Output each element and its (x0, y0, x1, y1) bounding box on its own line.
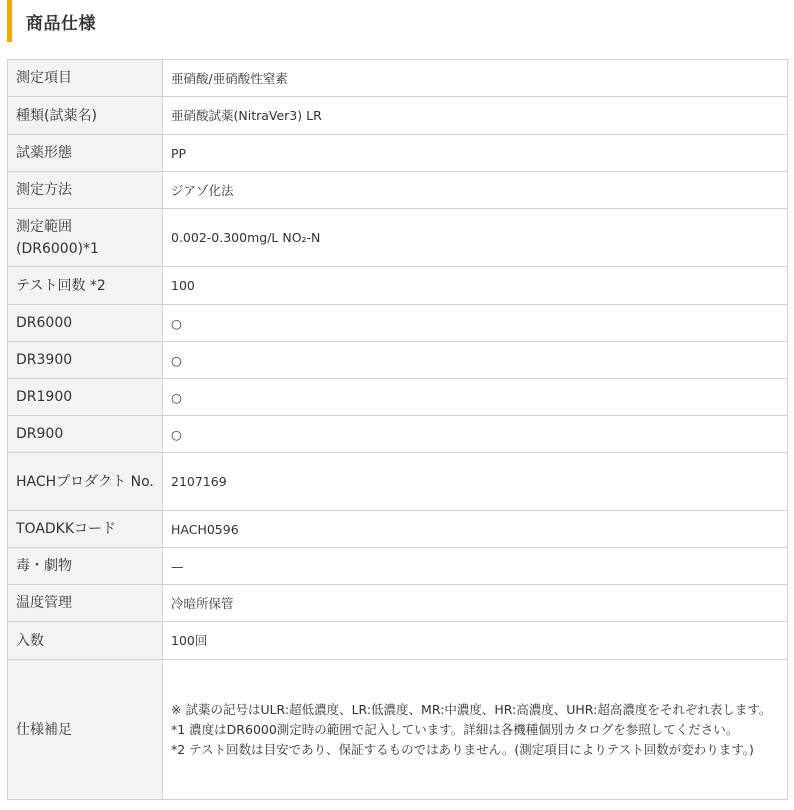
row-value: ○ (163, 379, 788, 416)
row-label: 毒・劇物 (8, 548, 163, 585)
row-value: ○ (163, 305, 788, 342)
row-value: 100回 (163, 622, 788, 660)
row-label: DR900 (8, 416, 163, 453)
table-row (8, 453, 788, 511)
spec-table (7, 59, 788, 800)
table-row (8, 548, 788, 585)
table-row (8, 342, 788, 379)
table-row (8, 267, 788, 305)
row-label: 入数 (8, 622, 163, 660)
row-label: 温度管理 (8, 585, 163, 622)
row-label: 測定範囲 (DR6000)*1 (8, 209, 163, 267)
table-row (8, 511, 788, 548)
row-label: 測定項目 (8, 60, 163, 97)
row-value: PP (163, 135, 788, 172)
section-heading-text: 商品仕様 (26, 13, 96, 34)
row-label: HACHプロダクト No. (8, 453, 163, 511)
row-label: 種類(試薬名) (8, 97, 163, 135)
table-row (8, 305, 788, 342)
notes-cell (163, 660, 788, 800)
row-label: TOADKKコード (8, 511, 163, 548)
note-line: *1 濃度はDR6000測定時の範囲で記入しています。詳細は各機種個別カタログを参照してください。 (171, 721, 739, 737)
row-label: DR3900 (8, 342, 163, 379)
row-value: 冷暗所保管 (163, 585, 788, 622)
row-label: 仕様補足 (8, 660, 163, 800)
row-value: 100 (163, 267, 788, 305)
row-label: DR6000 (8, 305, 163, 342)
row-label: 試薬形態 (8, 135, 163, 172)
row-value: ○ (163, 416, 788, 453)
row-value: — (163, 548, 788, 585)
note-line: *2 テスト回数は目安であり、保証するものではありません。(測定項目によりテスト回数が変わります。) (171, 741, 754, 757)
row-value: 亜硝酸/亜硝酸性窒素 (163, 60, 788, 97)
row-value: 0.002-0.300mg/L NO₂-N (163, 209, 788, 267)
table-row (8, 97, 788, 135)
row-value: ジアゾ化法 (163, 172, 788, 209)
note-line: ※ 試薬の記号はULR:超低濃度、LR:低濃度、MR:中濃度、HR:高濃度、UHR:超高濃度をそれぞれ表します。 (171, 701, 772, 717)
table-row (8, 416, 788, 453)
row-value: HACH0596 (163, 511, 788, 548)
row-value: 亜硝酸試薬(NitraVer3) LR (163, 97, 788, 135)
row-value: ○ (163, 342, 788, 379)
table-row (8, 379, 788, 416)
table-row (8, 209, 788, 267)
row-value: 2107169 (163, 453, 788, 511)
table-row (8, 622, 788, 660)
table-row (8, 172, 788, 209)
table-row (8, 60, 788, 97)
table-row (8, 660, 788, 800)
section-heading (7, 0, 794, 42)
table-row (8, 585, 788, 622)
table-row (8, 135, 788, 172)
row-label: テスト回数 *2 (8, 267, 163, 305)
row-label: 測定方法 (8, 172, 163, 209)
row-label: DR1900 (8, 379, 163, 416)
